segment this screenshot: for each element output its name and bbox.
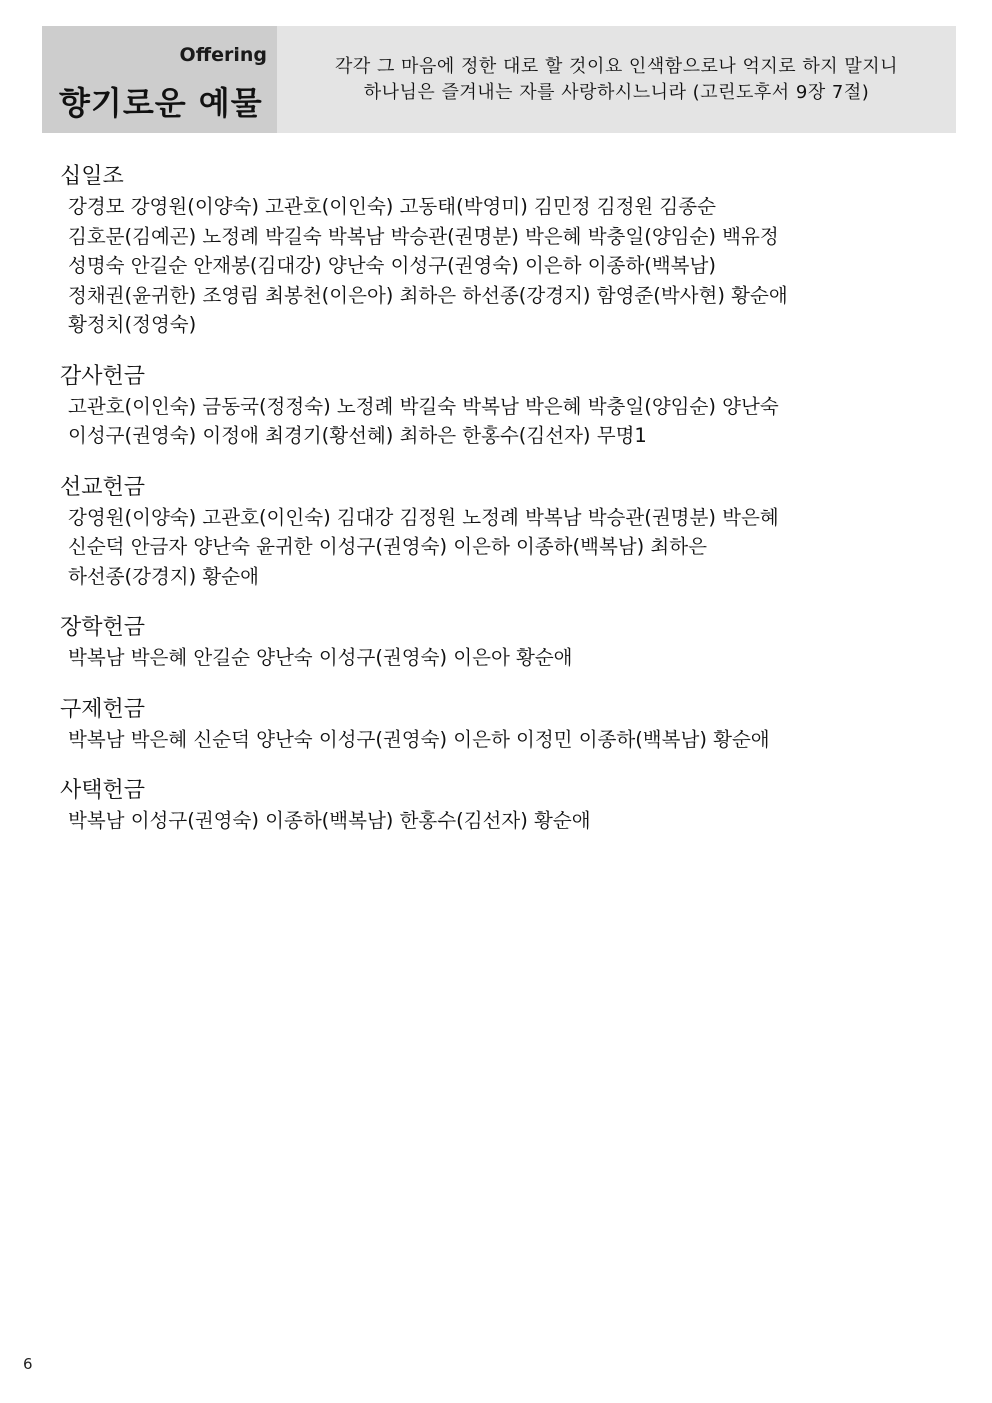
offering-list: [60, 162, 940, 858]
section-scholarship: [60, 613, 940, 673]
header-title-ko: 향기로운 예물: [59, 84, 263, 122]
verse-line-2: 하나님은 즐겨내는 자를 사랑하시느니라 (고린도후서 9장 7절): [363, 81, 870, 103]
bible-verse: [277, 26, 956, 133]
name-line: 성명숙 안길순 안재봉(김대강) 양난숙 이성구(권영숙) 이은하 이종하(백복남): [68, 254, 716, 277]
name-line: 정채권(윤귀한) 조영림 최봉천(이은아) 최하은 하선종(강경지) 함영준(박사현) 황순애: [68, 283, 788, 307]
section-title: 십일조: [60, 164, 124, 189]
section-title: 구제헌금: [60, 696, 146, 722]
header-subtitle-en: Offering: [179, 44, 267, 66]
name-line: 이성구(권영숙) 이정애 최경기(황선혜) 최하은 한홍수(김선자) 무명1: [68, 424, 647, 447]
name-line: 박복남 박은혜 신순덕 양난숙 이성구(권영숙) 이은하 이정민 이종하(백복남) 황순애: [68, 727, 770, 751]
page-header: [42, 26, 956, 133]
section-title: 선교헌금: [60, 474, 146, 500]
section-tithe: [60, 162, 940, 340]
section-parsonage: [60, 776, 940, 836]
section-mission: [60, 473, 940, 592]
section-thanksgiving: [60, 362, 940, 451]
section-title: 감사헌금: [60, 363, 146, 389]
name-line: 황정치(정영숙): [68, 313, 197, 336]
section-title: 사택헌금: [60, 778, 146, 803]
name-line: 박복남 이성구(권영숙) 이종하(백복남) 한홍수(김선자) 황순애: [68, 809, 591, 832]
name-line: 박복남 박은혜 안길순 양난숙 이성구(권영숙) 이은아 황순애: [68, 646, 573, 669]
name-line: 하선종(강경지) 황순애: [68, 564, 259, 588]
section-relief: [60, 695, 940, 755]
header-title-block: [42, 26, 277, 133]
name-line: 신순덕 안금자 양난숙 윤귀한 이성구(권영숙) 이은하 이종하(백복남) 최하은: [68, 535, 707, 558]
name-line: 강영원(이양숙) 고관호(이인숙) 김대강 김정원 노정례 박복남 박승관(권명분) 박은혜: [68, 505, 779, 529]
section-title: 장학헌금: [60, 615, 146, 640]
verse-line-1: 각각 그 마음에 정한 대로 할 것이요 인색함으로나 억지로 하지 말지니: [334, 55, 899, 77]
name-line: 김호문(김예곤) 노정례 박길숙 박복남 박승관(권명분) 박은혜 박충일(양임순) 백유정: [68, 224, 779, 248]
page-number: 6: [23, 1355, 33, 1373]
name-line: 고관호(이인숙) 금동국(정정숙) 노정례 박길숙 박복남 박은혜 박충일(양임순) 양난숙: [68, 394, 779, 418]
name-line: 강경모 강영원(이양숙) 고관호(이인숙) 고동태(박영미) 김민정 김정원 김종순: [68, 195, 716, 218]
